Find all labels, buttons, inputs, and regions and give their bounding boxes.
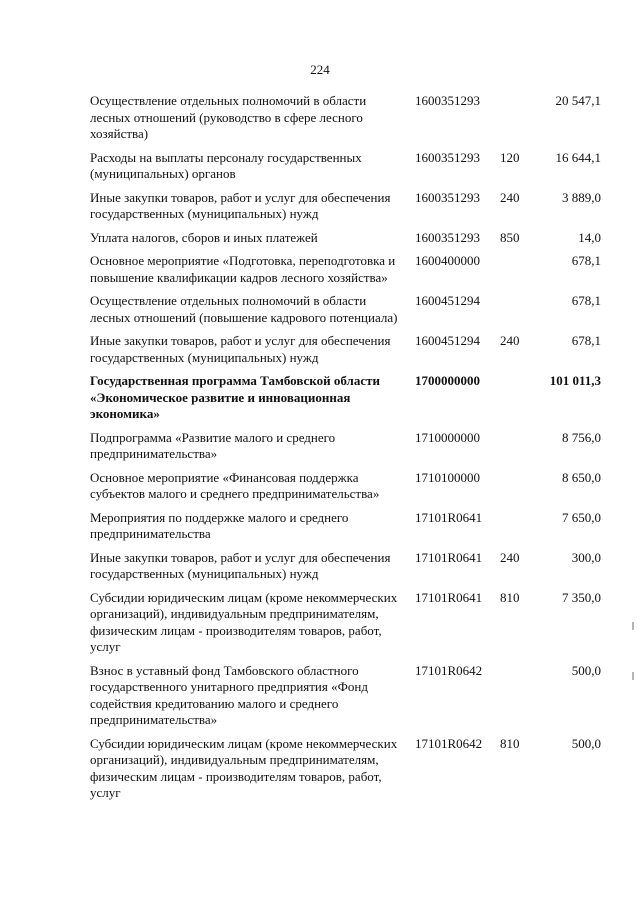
row-expense-type: 120: [500, 149, 520, 165]
row-target-code: 1600400000: [415, 253, 480, 268]
row-amount: 7 350,0: [562, 589, 601, 605]
row-name: Подпрограмма «Развитие малого и среднего предпринимательства»: [90, 429, 336, 461]
row-target-code: 1700000000: [415, 373, 480, 388]
budget-table: [90, 93, 610, 809]
row-amount: 20 547,1: [555, 93, 601, 108]
row-target-code: 1600451294: [415, 293, 480, 308]
table-row: [90, 150, 610, 183]
row-expense-type: 240: [500, 189, 520, 205]
row-target-code: 17101R0641: [415, 509, 483, 525]
row-expense-type: 810: [500, 589, 520, 605]
table-row: [90, 333, 610, 366]
row-expense-type: 240: [500, 549, 520, 565]
table-row: [90, 293, 610, 326]
table-row: [90, 663, 610, 729]
row-name: Основное мероприятие «Финансовая поддержка субъектов малого и среднего предпринимательства»: [90, 469, 380, 501]
row-name: Субсидии юридическим лицам (кроме некоммерческих организаций), индивидуальным предпринимателям, физическим лицам - производителям товаров, работ, услуг: [90, 735, 398, 800]
row-amount: 678,1: [571, 293, 601, 308]
row-name: Субсидии юридическим лицам (кроме некоммерческих организаций), индивидуальным предпринимателям, физическим лицам - производителям товаров, работ, услуг: [90, 589, 398, 654]
row-target-code: 1600351293: [415, 189, 480, 205]
table-row: [90, 190, 610, 223]
row-expense-type: 850: [500, 229, 520, 245]
table-row: [90, 230, 610, 247]
row-amount: 678,1: [571, 253, 601, 268]
table-row: [90, 550, 610, 583]
row-name: Уплата налогов, сборов и иных платежей: [90, 229, 318, 245]
row-name: Основное мероприятие «Подготовка, переподготовка и повышение квалификации кадров лесного хозяйства»: [90, 253, 396, 285]
table-row: [90, 253, 610, 286]
row-amount: 7 650,0: [562, 509, 601, 525]
row-target-code: 1710100000: [415, 469, 480, 485]
table-row: [90, 510, 610, 543]
row-amount: 500,0: [571, 662, 601, 678]
row-amount: 3 889,0: [562, 189, 601, 205]
scan-margin-mark: [632, 672, 634, 680]
row-amount: 500,0: [571, 735, 601, 751]
row-name: Взнос в уставный фонд Тамбовского областного государственного унитарного предприятия «Фонд содействия кредитованию малого и среднего предпринимательства»: [90, 662, 368, 727]
row-name: Осуществление отдельных полномочий в области лесных отношений (повышение кадрового потенциала): [90, 293, 398, 325]
table-row: [90, 590, 610, 656]
row-amount: 14,0: [578, 229, 601, 245]
row-name: Государственная программа Тамбовской области «Экономическое развитие и инновационная экономика»: [90, 373, 380, 421]
row-amount: 8 756,0: [562, 429, 601, 445]
row-target-code: 1600351293: [415, 149, 480, 165]
row-target-code: 1710000000: [415, 429, 480, 445]
table-row: [90, 470, 610, 503]
table-row: [90, 736, 610, 802]
scan-margin-mark: [632, 622, 634, 630]
row-name: Иные закупки товаров, работ и услуг для обеспечения государственных (муниципальных) нужд: [90, 333, 391, 365]
row-name: Иные закупки товаров, работ и услуг для обеспечения государственных (муниципальных) нужд: [90, 549, 391, 581]
row-target-code: 17101R0641: [415, 549, 483, 565]
table-row: [90, 430, 610, 463]
table-row: [90, 93, 610, 143]
page-number: 224: [310, 62, 330, 77]
row-target-code: 17101R0641: [415, 589, 483, 605]
row-target-code: 17101R0642: [415, 735, 483, 751]
row-amount: 101 011,3: [549, 373, 601, 388]
row-expense-type: 240: [500, 333, 520, 348]
row-expense-type: 810: [500, 735, 520, 751]
row-amount: 678,1: [571, 333, 601, 348]
row-amount: 16 644,1: [555, 149, 601, 165]
row-name: Иные закупки товаров, работ и услуг для обеспечения государственных (муниципальных) нужд: [90, 189, 391, 221]
row-amount: 300,0: [571, 549, 601, 565]
row-name: Осуществление отдельных полномочий в области лесных отношений (руководство в сфере лесного хозяйства): [90, 93, 367, 141]
row-amount: 8 650,0: [562, 469, 601, 485]
row-target-code: 1600451294: [415, 333, 480, 348]
row-target-code: 1600351293: [415, 229, 480, 245]
row-target-code: 17101R0642: [415, 662, 483, 678]
row-target-code: 1600351293: [415, 93, 480, 108]
row-name: Расходы на выплаты персоналу государственных (муниципальных) органов: [90, 149, 362, 181]
row-name: Мероприятия по поддержке малого и среднего предпринимательства: [90, 509, 349, 541]
table-row: [90, 373, 610, 423]
